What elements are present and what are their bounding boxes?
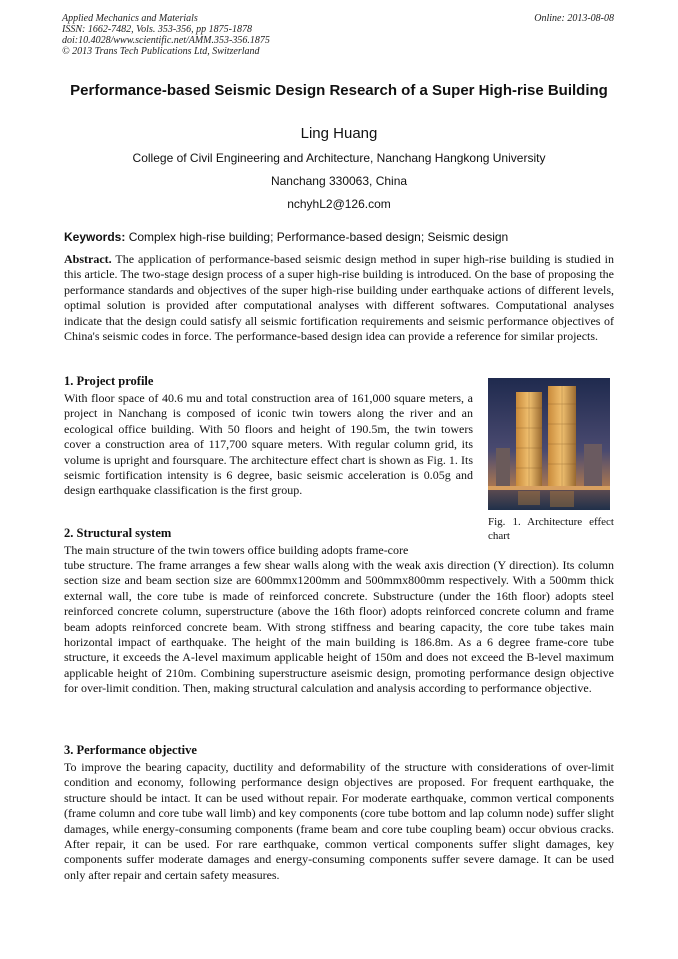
copyright-line: © 2013 Trans Tech Publications Ltd, Switzerland — [62, 46, 260, 57]
building-image — [488, 378, 610, 510]
email: nchyhL2@126.com — [287, 197, 391, 211]
figure-caption: Fig. 1. Architecture effect chart — [488, 516, 614, 542]
paper-title: Performance-based Seismic Design Research of a Super High-rise Building — [70, 82, 608, 99]
author-name: Ling Huang — [300, 125, 378, 142]
address: Nanchang 330063, China — [270, 174, 408, 188]
keywords-text: Complex high-rise building; Performance-based design; Seismic design — [128, 230, 509, 244]
section-2-text-first-line: The main structure of the twin towers office building adopts frame-core — [64, 543, 409, 557]
doi-line: doi:10.4028/www.scientific.net/AMM.353-356.1875 — [62, 35, 270, 46]
journal-name: Applied Mechanics and Materials — [62, 13, 198, 24]
affiliation: College of Civil Engineering and Architecture, Nanchang Hangkong University — [132, 151, 546, 165]
online-date: Online: 2013-08-08 — [534, 13, 614, 24]
section-1-text: With floor space of 40.6 mu and total construction area of 161,000 square meters, a project in Nanchang is composed of iconic twin towers along the river and an ecological office building. With 50 floors and height of 190.5m, the twin towers cover a construction area of 117,700 square meters. With regular column grid, its volume is upright and foursquare. The architecture effect chart is shown as Fig. 1. Its seismic fortification intensity is 6 degree, basic seismic acceleration is 0.05g and design earthquake classification is the first group. — [64, 391, 473, 498]
section-3-heading: 3. Performance objective — [64, 743, 197, 757]
architecture-figure — [488, 378, 610, 510]
keywords-label: Keywords: — [64, 230, 126, 244]
abstract-label: Abstract. — [64, 252, 112, 266]
section-3-text: To improve the bearing capacity, ductility and deformability of the structure with considerations of over-limit condition and economy, following performance design objectives are proposed. For frequent earthquake, the structure should be intact. It can be used without repair. For moderate earthquake, common vertical components (frame column and core tube wall limb) and key components (core tube bottom and lap column node) suffer slight damages, while energy-consuming components (frame beam and core tube coupling beam) occur obvious cracks. After repair, it can be used. For rare earthquake, common vertical components suffer slight damages, key components suffer moderate damages and energy-consuming components suffer severe damage. It can be used only after repair and certain safety measures. — [64, 760, 614, 882]
abstract — [64, 252, 614, 344]
section-2-text: tube structure. The frame arranges a few shear walls along with the weak axis direction (Y direction). Its column section size and beam section size are 600mmx1200mm and 500mmx800mm respectively. With a 500mm thick external wall, the core tube is made of reinforced concrete. Substructure (under the 16th floor) adopts steel reinforced concrete column, superstructure (above the 16th floor) adopts reinforced concrete column and frame beam adopts reinforced concrete beam. With strong stiffness and bearing capacity, the core tube takes main horizontal impact of earthquake. The height of the main building is 186.8m. As a 6 degree frame-core tube structure, it exceeds the A-level maximum applicable height of 150m and does not exceed the B-level maximum applicable height of 210m. Combining superstructure aseismic design, promoting performance design objective for over-limit condition. Then, making structural calculation and analysis according to performance objective. — [64, 558, 614, 696]
section-1-heading: 1. Project profile — [64, 374, 154, 388]
keywords — [64, 229, 624, 245]
issn-line: ISSN: 1662-7482, Vols. 353-356, pp 1875-1878 — [62, 24, 252, 35]
abstract-text: The application of performance-based seismic design method in super high-rise building is studied in this article. The two-stage design process of a super high-rise building is introduced. On the base of proposing the performance standards and objectives of the super high-rise building under earthquake actions of different levels, optimal solution is provided after computational analyses with different softwares. Computational analyses indicate that the design could satisfy all seismic fortification requirements and seismic performance objectives of China's seismic codes in force. The performance-based design idea can provide a reference for similar projects. — [64, 252, 614, 344]
running-header — [62, 13, 270, 57]
section-2-heading: 2. Structural system — [64, 526, 172, 540]
